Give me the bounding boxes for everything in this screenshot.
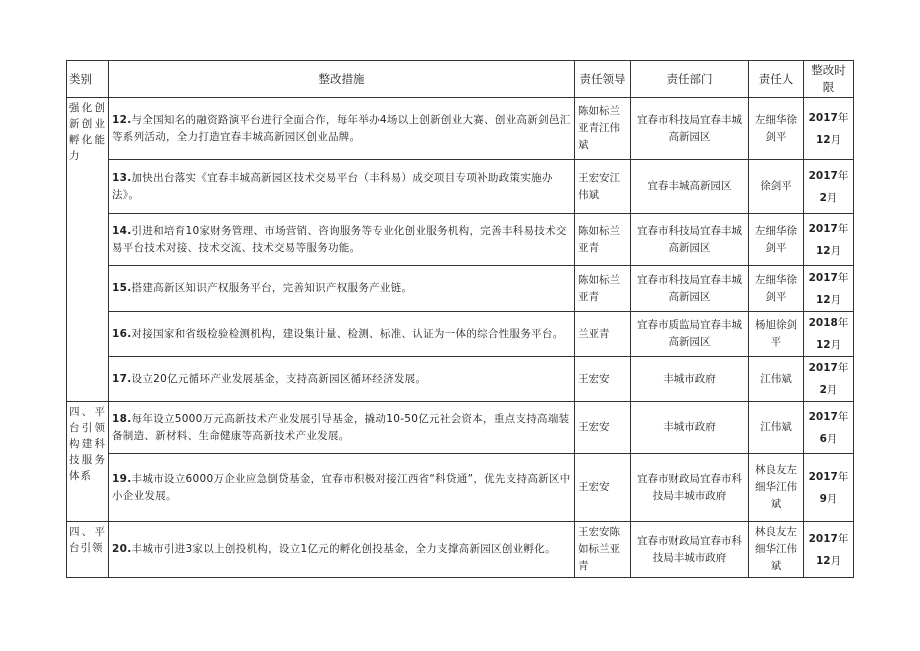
leader-cell: 王宏安江伟斌	[575, 160, 631, 214]
measure-cell: 18.每年设立5000万元高新技术产业发展引导基金，撬动10-50亿元社会资本，重点支持高端装备制造、新材料、生命健康等高新技术产业发展。	[109, 402, 575, 454]
header-leader: 责任领导	[575, 61, 631, 98]
person-cell: 左细华徐剑平	[749, 98, 804, 160]
table-row	[67, 402, 854, 454]
department-cell: 宜春市财政局宜春市科技局丰城市政府	[631, 454, 749, 522]
table-row	[67, 266, 854, 312]
header-deadline: 整改时限	[804, 61, 854, 98]
category-cell: 四、平台引领构建科技服务体系	[67, 402, 109, 522]
person-cell: 左细华徐剑平	[749, 214, 804, 266]
deadline-cell: 2017年 2月	[804, 160, 854, 214]
table-row	[67, 214, 854, 266]
table-row	[67, 357, 854, 402]
table-row	[67, 522, 854, 578]
department-cell: 丰城市政府	[631, 357, 749, 402]
deadline-cell: 2017年 12月	[804, 214, 854, 266]
deadline-cell: 2017年 12月	[804, 98, 854, 160]
department-cell: 宜春市质监局宜春丰城高新园区	[631, 312, 749, 357]
department-cell: 宜春市科技局宜春丰城高新园区	[631, 266, 749, 312]
leader-cell: 王宏安陈如标兰亚青	[575, 522, 631, 578]
leader-cell: 兰亚青	[575, 312, 631, 357]
leader-cell: 王宏安	[575, 357, 631, 402]
deadline-cell: 2017年 6月	[804, 402, 854, 454]
category-cell: 强化创新创业孵化能力	[67, 98, 109, 402]
table-row	[67, 312, 854, 357]
person-cell: 杨旭徐剑平	[749, 312, 804, 357]
measure-cell: 16.对接国家和省级检验检测机构，建设集计量、检测、标准、认证为一体的综合性服务平台。	[109, 312, 575, 357]
header-department: 责任部门	[631, 61, 749, 98]
header-category: 类别	[67, 61, 109, 98]
deadline-cell: 2017年 12月	[804, 522, 854, 578]
category-cell: 四、平台引领	[67, 522, 109, 578]
rectification-table	[66, 60, 854, 578]
measure-cell: 12.与全国知名的融资路演平台进行全面合作，每年举办4场以上创新创业大赛、创业高新剑邑汇等系列活动，全力打造宜春丰城高新园区创业品牌。	[109, 98, 575, 160]
department-cell: 宜春市财政局宜春市科技局丰城市政府	[631, 522, 749, 578]
department-cell: 宜春丰城高新园区	[631, 160, 749, 214]
department-cell: 丰城市政府	[631, 402, 749, 454]
deadline-cell: 2017年 2月	[804, 357, 854, 402]
person-cell: 林良友左细华江伟斌	[749, 522, 804, 578]
measure-cell: 15.搭建高新区知识产权服务平台，完善知识产权服务产业链。	[109, 266, 575, 312]
measure-cell: 19.丰城市设立6000万企业应急倒贷基金，宜春市积极对接江西省“科贷通”，优先支持高新区中小企业发展。	[109, 454, 575, 522]
table-row	[67, 454, 854, 522]
deadline-cell: 2017年 9月	[804, 454, 854, 522]
person-cell: 江伟斌	[749, 357, 804, 402]
department-cell: 宜春市科技局宜春丰城高新园区	[631, 214, 749, 266]
deadline-cell: 2018年 12月	[804, 312, 854, 357]
person-cell: 林良友左细华江伟斌	[749, 454, 804, 522]
deadline-cell: 2017年 12月	[804, 266, 854, 312]
leader-cell: 王宏安	[575, 402, 631, 454]
leader-cell: 陈如标兰亚青	[575, 214, 631, 266]
measure-cell: 14.引进和培育10家财务管理、市场营销、咨询服务等专业化创业服务机构，完善丰科易技术交易平台技术对接、技术交流、技术交易等服务功能。	[109, 214, 575, 266]
measure-cell: 17.设立20亿元循环产业发展基金，支持高新园区循环经济发展。	[109, 357, 575, 402]
header-measure: 整改措施	[109, 61, 575, 98]
department-cell: 宜春市科技局宜春丰城高新园区	[631, 98, 749, 160]
leader-cell: 王宏安	[575, 454, 631, 522]
leader-cell: 陈如标兰亚青江伟斌	[575, 98, 631, 160]
person-cell: 江伟斌	[749, 402, 804, 454]
person-cell: 左细华徐剑平	[749, 266, 804, 312]
table-row	[67, 98, 854, 160]
person-cell: 徐剑平	[749, 160, 804, 214]
header-person: 责任人	[749, 61, 804, 98]
measure-cell: 13.加快出台落实《宜春丰城高新园区技术交易平台（丰科易）成交项目专项补助政策实施办法》。	[109, 160, 575, 214]
leader-cell: 陈如标兰亚青	[575, 266, 631, 312]
header-row	[67, 61, 854, 98]
table-row	[67, 160, 854, 214]
measure-cell: 20.丰城市引进3家以上创投机构，设立1亿元的孵化创投基金，全力支撑高新园区创业孵化。	[109, 522, 575, 578]
